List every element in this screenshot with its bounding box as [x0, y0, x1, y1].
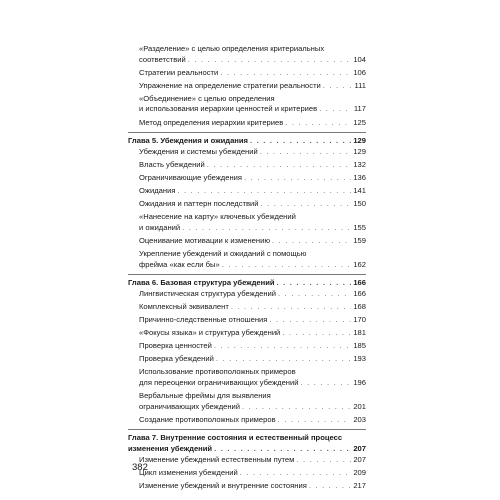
- dot-leader: [278, 415, 352, 426]
- toc-page-number: 207: [353, 443, 366, 453]
- toc-page-number: 209: [353, 467, 366, 477]
- toc-entry-text: и ожиданий: [139, 222, 181, 232]
- toc-entry: [128, 455, 366, 466]
- dot-leader: [182, 223, 351, 234]
- toc-entry-text: фрейма «как если бы»: [139, 259, 220, 269]
- toc-entry-text: Вербальные фреймы для выявления: [139, 391, 271, 401]
- toc-page-number: 104: [353, 54, 366, 64]
- toc-entry: [128, 367, 366, 388]
- toc-entry: [128, 173, 366, 184]
- toc-entry: [128, 328, 366, 339]
- toc-page-number: 196: [353, 377, 366, 387]
- toc-page-number: 203: [353, 414, 366, 424]
- toc-entry: [128, 236, 366, 247]
- toc-entry-text: Создание противоположных примеров: [139, 414, 276, 424]
- toc-page-number: 117: [353, 104, 366, 114]
- toc-entry-text: Комплексный эквивалент: [139, 301, 229, 311]
- dot-leader: [323, 81, 353, 92]
- dot-leader: [277, 278, 352, 289]
- toc-entry-text: изменения убеждений: [128, 443, 213, 453]
- toc-entry-text: Изменение убеждений и внутренние состояния: [139, 480, 307, 490]
- toc-entry-text: «Объединение» с целью определения: [139, 93, 275, 103]
- dot-leader: [242, 402, 351, 413]
- toc-entry-text: Ограничивающие убеждения: [139, 172, 243, 182]
- dot-leader: [278, 289, 351, 300]
- dot-leader: [220, 68, 351, 79]
- toc-page-number: 111: [354, 80, 366, 90]
- toc-entry-text: Оценивание мотивации к изменению: [139, 235, 271, 245]
- dot-leader: [272, 236, 351, 247]
- toc-page-number: 193: [353, 354, 366, 364]
- toc-page-number: 166: [353, 288, 366, 298]
- toc-entry: [128, 415, 366, 426]
- toc-page-number: 181: [353, 328, 366, 338]
- dot-leader: [216, 354, 352, 365]
- page-number: 382: [132, 462, 148, 473]
- toc-entry-text: Проверка убеждений: [139, 354, 214, 364]
- dot-leader: [285, 118, 351, 129]
- dot-leader: [188, 55, 352, 66]
- toc-entry-text: Цикл изменения убеждений: [139, 467, 238, 477]
- toc-page-number: 166: [353, 278, 366, 288]
- dot-leader: [177, 186, 351, 197]
- toc-entry-text: «Фокусы языка» и структура убеждений: [139, 328, 281, 338]
- toc-entry: [128, 249, 366, 270]
- dot-leader: [319, 104, 352, 115]
- toc-entry-text: «Разделение» с целью определения критериальных: [139, 44, 325, 53]
- toc-page-number: 217: [353, 480, 366, 490]
- dot-leader: [282, 328, 351, 339]
- toc-entry: [128, 315, 366, 326]
- toc-entry: [128, 481, 366, 492]
- toc-entry-text: «Нанесение на карту» ключевых убеждений: [139, 212, 296, 222]
- dot-leader: [222, 260, 352, 271]
- toc-entry: [128, 68, 366, 79]
- toc-entry: [128, 160, 366, 171]
- toc-entry-text: Власть убеждений: [139, 159, 205, 169]
- toc-page-number: 207: [353, 454, 366, 464]
- toc-page-number: 141: [353, 186, 366, 196]
- toc-entry: [128, 186, 366, 197]
- toc-page-number: 125: [353, 117, 366, 127]
- dot-leader: [296, 455, 351, 466]
- toc-page-number: 170: [353, 314, 366, 324]
- toc-entry: [128, 468, 366, 479]
- toc-entry: [128, 94, 366, 115]
- toc-entry: [128, 302, 366, 313]
- toc-entry-text: Убеждения и системы убеждений: [139, 146, 258, 156]
- toc-entry-text: Изменение убеждений естественным путем: [139, 454, 295, 464]
- toc-entry: [128, 341, 366, 352]
- toc-entry-text: ограничивающих убеждений: [139, 401, 241, 411]
- toc-entry-text: Глава 7. Внутренние состояния и естественный процесс: [128, 433, 343, 443]
- dot-leader: [214, 444, 351, 455]
- dot-leader: [214, 341, 351, 352]
- toc-page-number: 162: [353, 259, 366, 269]
- toc-entry: [128, 391, 366, 412]
- dot-leader: [240, 468, 352, 479]
- toc-entry: [128, 147, 366, 158]
- toc-entry: [128, 44, 366, 65]
- table-of-contents: [128, 44, 366, 494]
- toc-page-number: 129: [353, 136, 366, 146]
- dot-leader: [250, 136, 351, 147]
- toc-page-number: 168: [353, 301, 366, 311]
- toc-entry-text: Лингвистическая структура убеждений: [139, 288, 277, 298]
- toc-entry: [128, 354, 366, 365]
- dot-leader: [261, 199, 352, 210]
- toc-chapter: [128, 429, 366, 454]
- toc-entry: [128, 118, 366, 129]
- toc-entry-text: Проверка ценностей: [139, 341, 212, 351]
- toc-entry: [128, 199, 366, 210]
- toc-entry-text: Метод определения иерархии критериев: [139, 117, 284, 127]
- toc-page-number: 159: [353, 235, 366, 245]
- toc-entry: [128, 289, 366, 300]
- dot-leader: [300, 378, 351, 389]
- toc-entry-text: Использование противоположных примеров: [139, 367, 296, 377]
- toc-chapter: [128, 132, 366, 147]
- toc-page-number: 106: [353, 67, 366, 77]
- toc-entry-text: Глава 5. Убеждения и ожидания: [128, 136, 248, 146]
- toc-entry-text: Упражнение на определение стратегии реальности: [139, 80, 321, 90]
- dot-leader: [207, 160, 352, 171]
- toc-page-number: 150: [353, 199, 366, 209]
- dot-leader: [244, 173, 351, 184]
- toc-page-number: 129: [353, 146, 366, 156]
- toc-page-number: 185: [353, 341, 366, 351]
- toc-page-number: 155: [353, 222, 366, 232]
- toc-page-number: 201: [353, 401, 366, 411]
- dot-leader: [309, 481, 352, 492]
- toc-entry: [128, 212, 366, 233]
- toc-entry-text: Ожидания и паттерн последствий: [139, 199, 259, 209]
- dot-leader: [231, 302, 352, 313]
- toc-entry-text: соответствий: [139, 54, 186, 64]
- toc-entry-text: для переоценки ограничивающих убеждений: [139, 377, 299, 387]
- toc-page-number: 136: [353, 172, 366, 182]
- toc-chapter: [128, 274, 366, 289]
- toc-entry-text: Укрепление убеждений и ожиданий с помощью: [139, 249, 307, 258]
- toc-entry: [128, 81, 366, 92]
- toc-page-number: 132: [353, 159, 366, 169]
- toc-entry-text: Ожидания: [139, 186, 176, 196]
- toc-entry-text: Причинно-следственные отношения: [139, 314, 268, 324]
- dot-leader: [269, 315, 351, 326]
- toc-entry-text: Стратегии реальности: [139, 67, 219, 77]
- toc-entry-text: Глава 6. Базовая структура убеждений: [128, 278, 275, 288]
- toc-entry-text: и использования иерархии ценностей и критериев: [139, 104, 318, 114]
- dot-leader: [260, 147, 352, 158]
